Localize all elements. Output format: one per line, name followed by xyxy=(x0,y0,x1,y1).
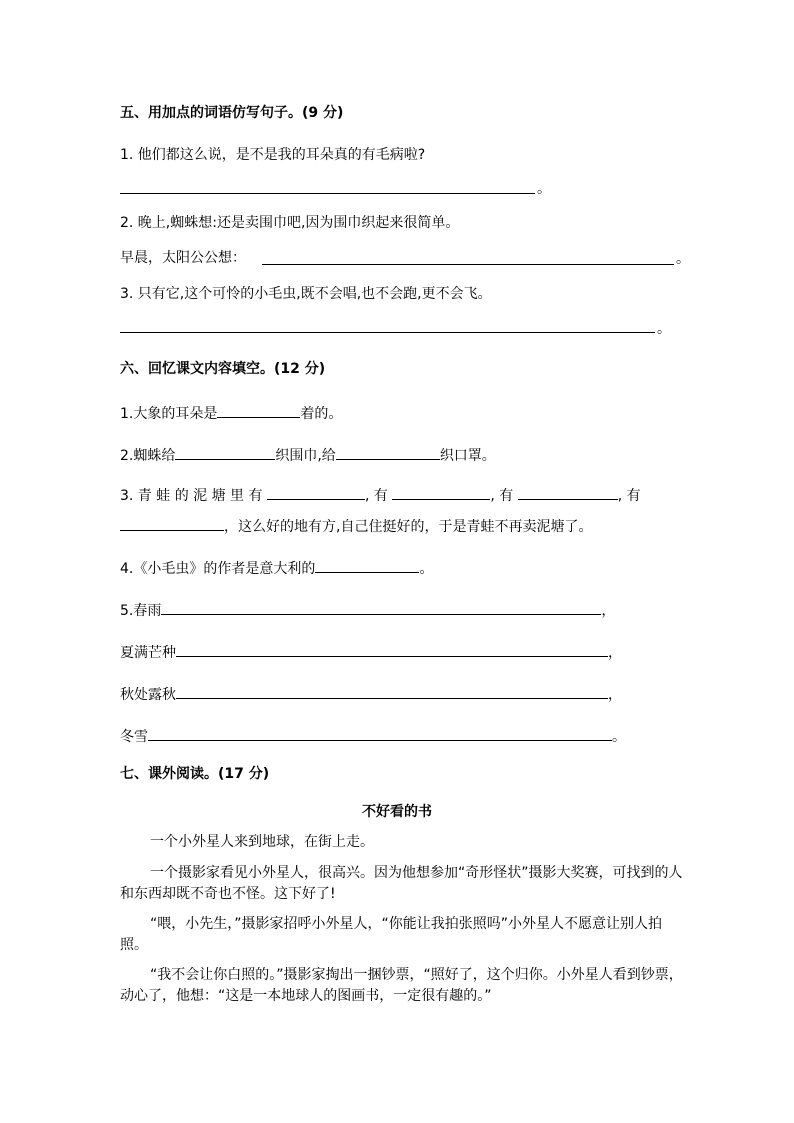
section7-heading: 七、课外阅读。(17 分) xyxy=(120,766,270,782)
section6-q4-blank[interactable] xyxy=(315,557,419,573)
section6-q5-label-a: 5.春雨 xyxy=(120,603,162,619)
story-title: 不好看的书 xyxy=(362,804,432,820)
section5-q3: 3. 只有它,这个可怜的小毛虫,既不会唱,也不会跑,更不会飞。 xyxy=(120,286,492,302)
section6-q5-comma-1: ， xyxy=(601,603,616,619)
section6-q4-suffix: 。 xyxy=(419,561,434,577)
section6-q2-middle: 织围巾,给 xyxy=(275,448,336,464)
section5-q2-end: 。 xyxy=(676,251,690,267)
story-paragraph-3: “喂，小先生，”摄影家招呼小外星人，“你能让我拍张照吗”小外星人不愿意让别人拍照。 xyxy=(120,916,663,953)
section6-q5-label-b: 夏满芒种 xyxy=(120,645,176,661)
story-paragraph-4: “我不会让你白照的。”摄影家掏出一捆钞票，“照好了，这个归你。小外星人看到钞票，动心了，他想：“这是一本地球人的图画书，一定很有趣的。” xyxy=(120,967,683,1004)
section6-q3-sep-b: , 有 xyxy=(490,488,514,504)
section6-q4 xyxy=(120,557,433,578)
section6-q5-line4 xyxy=(120,725,626,746)
section5-q3-end: 。 xyxy=(657,321,671,337)
section6-q5-comma-2: ， xyxy=(608,645,622,661)
section6-q2-suffix: 织口罩。 xyxy=(439,448,496,464)
section6-q5-blank-3[interactable] xyxy=(176,683,608,699)
section5-q2: 2. 晚上,蜘蛛想:还是卖围巾吧,因为围巾织起来很简单。 xyxy=(120,215,460,231)
section5-q1-end: 。 xyxy=(537,181,551,197)
section6-q3-blank-2[interactable] xyxy=(392,484,490,500)
section6-q1 xyxy=(120,402,342,423)
section5-q1-answer-line[interactable] xyxy=(120,193,535,194)
section6-q3-sep-c: , 有 xyxy=(617,488,641,504)
section6-q2-blank-1[interactable] xyxy=(175,444,275,460)
section6-q5-period: 。 xyxy=(612,729,626,745)
story-paragraph-2: 一个摄影家看见小外星人，很高兴。因为他想参加“奇形怪状”摄影大奖赛，可找到的人和东西却既不奇也不怪。这下好了! xyxy=(120,865,683,902)
section6-q4-prefix: 4.《小毛虫》的作者是意大利的 xyxy=(120,561,316,577)
section6-q3-blank-3[interactable] xyxy=(518,484,618,500)
section6-q5-line1 xyxy=(120,599,615,620)
section6-q5-line2 xyxy=(120,641,622,662)
section6-q3-blank-1[interactable] xyxy=(267,484,365,500)
section6-q3-sep-a: , 有 xyxy=(364,488,388,504)
story-paragraph-1: 一个小外星人来到地球，在街上走。 xyxy=(150,834,374,850)
section6-heading: 六、回忆课文内容填空。(12 分) xyxy=(120,361,326,377)
section5-q3-answer-line[interactable] xyxy=(120,332,655,333)
section6-q2-prefix: 2.蜘蛛给 xyxy=(120,448,176,464)
section6-q5-label-d: 冬雪 xyxy=(120,729,148,745)
section5-heading: 五、用加点的词语仿写句子。(9 分) xyxy=(120,105,344,121)
section6-q3-suffix: ，这么好的地有方,自己住挺好的，于是青蛙不再卖泥塘了。 xyxy=(224,519,593,535)
section6-q5-label-c: 秋处露秋 xyxy=(120,687,176,703)
section6-q3-cont xyxy=(120,515,592,536)
section6-q5-blank-4[interactable] xyxy=(148,725,612,741)
section6-q5-blank-1[interactable] xyxy=(161,599,601,615)
section6-q5-line3 xyxy=(120,683,622,704)
section6-q2 xyxy=(120,444,496,465)
section6-q1-blank[interactable] xyxy=(217,402,300,418)
section6-q2-blank-2[interactable] xyxy=(336,444,440,460)
section6-q5-comma-3: ， xyxy=(608,687,622,703)
section6-q1-suffix: 着的。 xyxy=(300,406,343,422)
section5-q2-prompt: 早晨，太阳公公想： xyxy=(120,250,246,266)
section6-q5-blank-2[interactable] xyxy=(176,641,608,657)
section6-q3-prefix: 3. 青 蛙 的 泥 塘 里 有 xyxy=(120,488,263,504)
section6-q3 xyxy=(120,484,641,505)
section6-q3-blank-4[interactable] xyxy=(120,515,224,531)
section6-q1-prefix: 1.大象的耳朵是 xyxy=(120,406,218,422)
section5-q1: 1. 他们都这么说，是不是我的耳朵真的有毛病啦? xyxy=(120,147,426,163)
section5-q2-answer-line[interactable] xyxy=(262,264,674,265)
